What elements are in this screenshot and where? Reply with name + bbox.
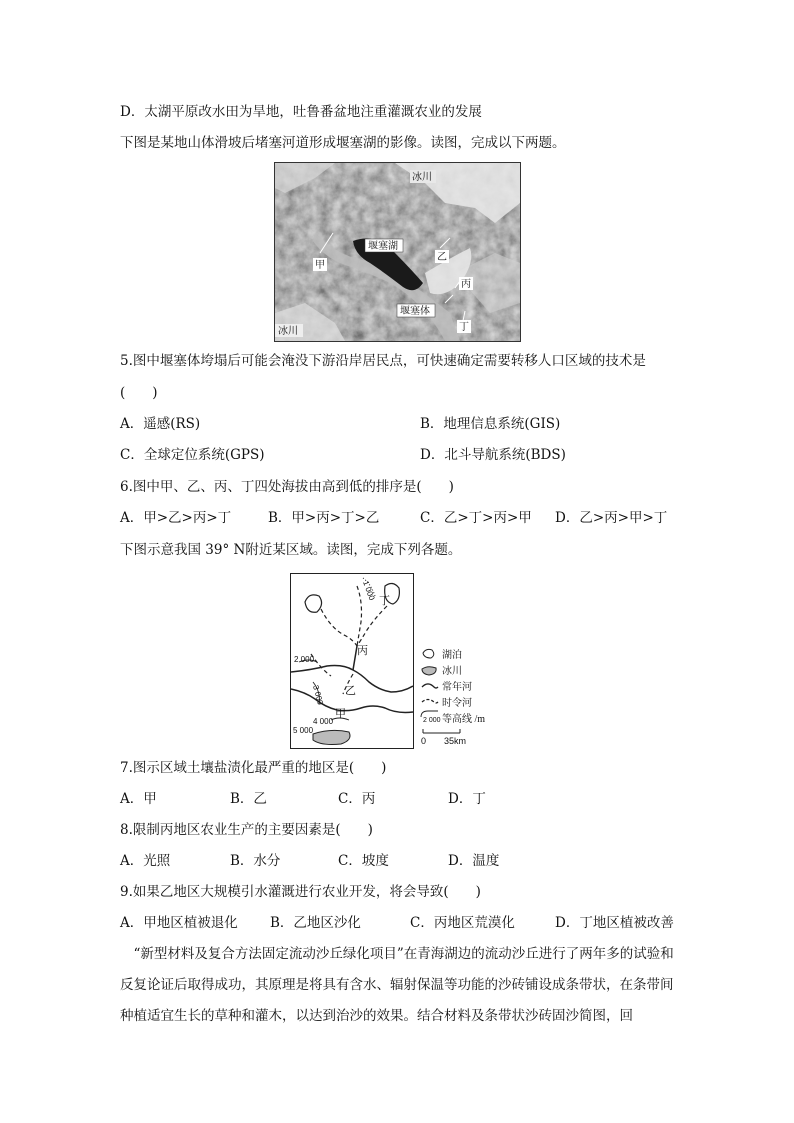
question-6: 6.图中甲、乙、丙、丁四处海拔由高到低的排序是( ): [120, 479, 454, 495]
legend-perennial-icon: [422, 684, 438, 688]
map-glacier: [313, 730, 350, 744]
map-contour-5000: 5 000: [293, 726, 314, 735]
map-contour-4000: 4 000: [313, 717, 334, 726]
q7-option-b[interactable]: B．乙: [230, 791, 267, 807]
q7-option-a[interactable]: A．甲: [120, 791, 157, 807]
landslide-satellite-image: [274, 162, 521, 342]
q9-option-d[interactable]: D．丁地区植被改善: [555, 915, 674, 931]
q7-option-d[interactable]: D．丁: [448, 791, 486, 807]
q6-option-c[interactable]: C．乙>丁>丙>甲: [420, 510, 532, 526]
sat-label-dam: 堰塞体: [400, 306, 430, 317]
material-paragraph: “新型材料及复合方法固定流动沙丘绿化项目”在青海湖边的流动沙丘进行了两年多的试验和反复论证后取得成功，其原理是将具有含水、辐射保温等功能的沙砖铺设成条带状，在条带间种植适宜生长的草种和灌木，以达到治沙的效果。结合材料及条带状沙砖固沙简图，回: [120, 946, 674, 1024]
legend-glacier-icon: [422, 667, 436, 675]
legend-perennial-label: 常年河: [442, 682, 472, 693]
q5-option-d[interactable]: D．北斗导航系统(BDS): [420, 447, 566, 463]
question-5-paren: ( ): [120, 385, 158, 401]
q6-option-a[interactable]: A．甲>乙>丙>丁: [120, 510, 232, 526]
map-label-ding: 丁: [379, 595, 390, 607]
legend-scale-zero: 0: [421, 736, 427, 746]
q9-option-c[interactable]: C．丙地区荒漠化: [410, 915, 515, 931]
q7-option-c[interactable]: C．丙: [338, 791, 376, 807]
legend-seasonal-label: 时令河: [442, 698, 472, 709]
map-lake-west: [305, 595, 322, 612]
sat-label-glacier-bottom: 冰川: [278, 326, 298, 337]
sat-label-glacier-top: 冰川: [412, 172, 432, 183]
question-9: 9.如果乙地区大规模引水灌溉进行农业开发，将会导致( ): [120, 884, 481, 900]
legend-seasonal-icon: [422, 700, 438, 704]
q6-option-b[interactable]: B．甲>丙>丁>乙: [268, 510, 380, 526]
map-label-yi: 乙: [345, 685, 356, 697]
q8-option-d[interactable]: D．温度: [448, 853, 500, 869]
map-contour-1000-top: 1 000: [361, 579, 377, 602]
map-contour-2000: 2 000: [294, 655, 315, 664]
legend-contour-label: 等高线 /m: [442, 714, 486, 725]
question-8: 8.限制丙地区农业生产的主要因素是( ): [120, 822, 373, 838]
map-contour-3000: 3 000: [311, 684, 325, 706]
q9-option-b[interactable]: B．乙地区沙化: [270, 915, 361, 931]
region-schematic-map: [290, 573, 414, 749]
map-label-jia: 甲: [335, 708, 346, 720]
sat-label-lake: 堰塞湖: [368, 241, 398, 252]
legend-scale-length: 35km: [444, 736, 467, 746]
sat-label-ding: 丁: [459, 322, 469, 333]
q8-option-a[interactable]: A．光照: [120, 853, 171, 869]
sat-label-yi: 乙: [437, 252, 447, 263]
q5-option-c[interactable]: C．全球定位系统(GPS): [120, 447, 265, 463]
q8-option-b[interactable]: B．水分: [230, 853, 281, 869]
legend-lake-label: 湖泊: [442, 650, 462, 661]
intro-landslide: 下图是某地山体滑坡后堵塞河道形成堰塞湖的影像。读图，完成以下两题。: [120, 135, 566, 151]
q8-option-c[interactable]: C．坡度: [338, 853, 389, 869]
legend-contour-value: 2 000: [423, 717, 441, 724]
q5-option-b[interactable]: B．地理信息系统(GIS): [420, 416, 561, 432]
sat-label-bing: 丙: [461, 279, 471, 290]
q5-option-a[interactable]: A．遥感(RS): [120, 416, 201, 432]
question-5: 5.图中堰塞体垮塌后可能会淹没下游沿岸居民点，可快速确定需要转移人口区域的技术是: [120, 353, 646, 369]
map-legend: [420, 647, 530, 747]
q9-option-a[interactable]: A．甲地区植被退化: [120, 915, 238, 931]
question-7: 7.图示区域土壤盐渍化最严重的地区是( ): [120, 760, 387, 776]
intro-region-39n: 下图示意我国 39° N附近某区域。读图，完成下列各题。: [120, 542, 462, 558]
sat-label-jia: 甲: [315, 260, 325, 271]
map-label-bing: 丙: [357, 645, 368, 657]
legend-glacier-label: 冰川: [442, 666, 462, 677]
q4-option-d: D．太湖平原改水田为旱地，吐鲁番盆地注重灌溉农业的发展: [120, 104, 482, 120]
legend-lake-icon: [423, 649, 434, 658]
q6-option-d[interactable]: D．乙>丙>甲>丁: [555, 510, 668, 526]
